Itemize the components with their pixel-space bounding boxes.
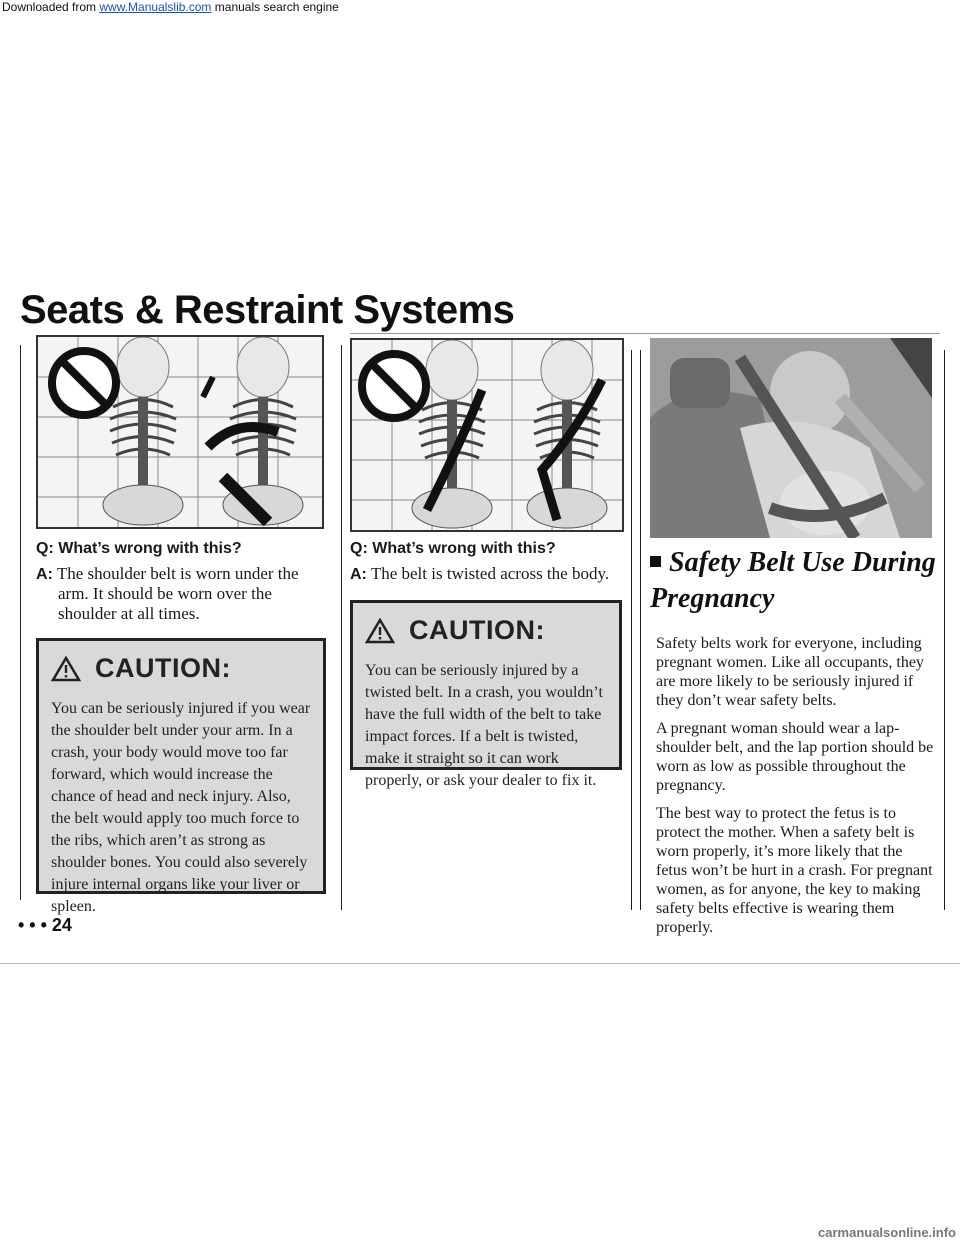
manualslib-link[interactable]: www.Manualslib.com	[99, 0, 212, 14]
pregnant-woman-seatbelt-illustration	[650, 338, 932, 538]
page-number-value: 24	[51, 915, 72, 935]
page-dots: • • •	[18, 915, 52, 935]
warning-triangle-icon	[365, 618, 395, 644]
answer-text-left: The shoulder belt is worn under the arm. It should be worn over the shoulder at all times.	[52, 564, 299, 623]
caution-header-middle	[365, 615, 609, 646]
right-column-right-rule	[944, 350, 945, 910]
bottom-rule	[0, 963, 960, 964]
paragraph-3: The best way to protect the fetus is to protect the mother. When a safety belt is worn properly, it’s more likely that the fetus won’t be hurt in a crash. For pregnant women, as for anyone, the key to making safety belts effective is wearing them properly.	[656, 805, 933, 936]
title-rule	[350, 333, 940, 334]
caution-text-left: You can be seriously injured if you wear the shoulder belt under your arm. In a crash, your body would move too far forward, which would increase the chance of head and neck injury. Also, the belt would apply too much force to the ribs, which aren’t as strong as shoulder bones. You could also severely injure internal organs like your liver or spleen.	[51, 700, 311, 915]
question-left: Q: What’s wrong with this?	[36, 540, 242, 557]
skeleton-illustration-2	[352, 340, 622, 530]
section-title-pregnancy	[650, 545, 950, 617]
answer-text-middle: The belt is twisted across the body.	[366, 564, 610, 583]
pregnancy-body-text	[656, 634, 934, 946]
caution-title-middle: CAUTION:	[409, 615, 545, 645]
caution-title-left: CAUTION:	[95, 653, 231, 683]
caution-text-middle: You can be seriously injured by a twisted belt. In a crash, you wouldn’t have the full width of the belt to take impact forces. If a belt is twisted, make it straight so it can work properly, or ask your dealer to fix it.	[365, 662, 603, 789]
right-column-left-rule	[640, 350, 641, 910]
pregnancy-belt-image	[650, 338, 932, 538]
left-column-rule	[20, 345, 21, 900]
belt-under-arm-illustration	[36, 335, 324, 529]
warning-triangle-icon	[51, 656, 81, 682]
qa-left	[36, 540, 326, 624]
answer-middle	[350, 564, 620, 584]
header-prefix: Downloaded from	[2, 0, 100, 14]
paragraph-1: Safety belts work for everyone, including pregnant women. Like all occupants, they are more likely to be seriously injured if they don’t wear safety belts.	[656, 635, 924, 709]
square-bullet-icon	[650, 556, 661, 567]
middle-column-right-rule	[631, 350, 632, 910]
caution-header-left	[51, 653, 313, 684]
qa-middle	[350, 540, 620, 584]
caution-box-middle	[350, 600, 622, 789]
skeleton-illustration-1	[38, 337, 322, 527]
section-title-text: Safety Belt Use During Pregnancy	[650, 547, 936, 614]
page-title: Seats & Restraint Systems	[20, 288, 515, 332]
twisted-belt-illustration	[350, 338, 624, 532]
answer-label-middle: A:	[350, 566, 367, 583]
download-header	[0, 0, 960, 14]
caution-box-left	[36, 638, 326, 915]
middle-column-left-rule	[341, 345, 342, 910]
question-middle: Q: What’s wrong with this?	[350, 540, 556, 557]
page-number	[18, 915, 72, 936]
footer-watermark: carmanualsonline.info	[818, 1225, 956, 1240]
answer-label-left: A:	[36, 566, 53, 583]
paragraph-2: A pregnant woman should wear a lap-shoulder belt, and the lap portion should be worn as low as possible throughout the pregnancy.	[656, 720, 934, 794]
answer-left	[36, 564, 326, 624]
header-suffix: manuals search engine	[211, 0, 339, 14]
